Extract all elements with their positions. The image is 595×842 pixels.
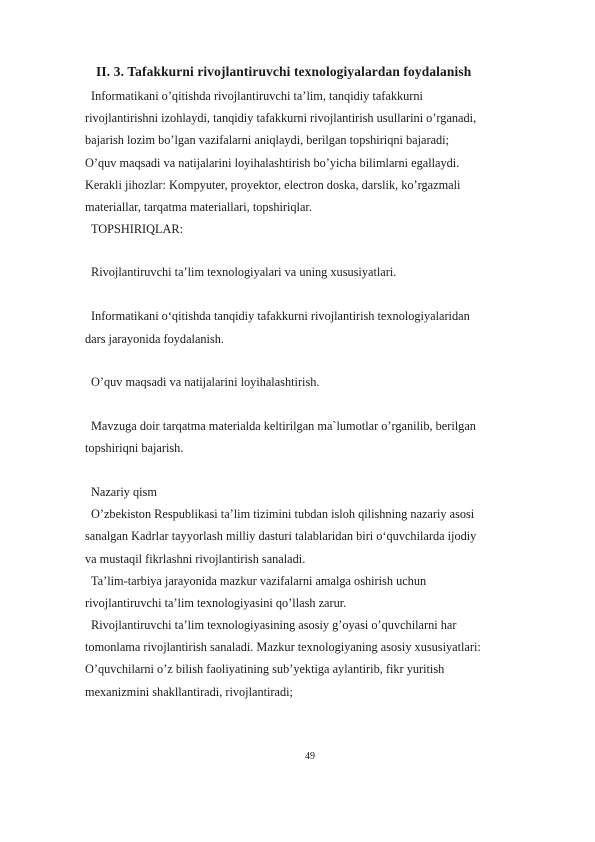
text-line: tomonlama rivojlantirish sanaladi. Mazkur texnologiyaning asosiy xususiyatlari: [85, 640, 481, 654]
text-line: Informatikani o’qitishda rivojlantiruvchi ta’lim, tanqidiy tafakkurni [91, 89, 423, 103]
task-item: Rivojlantiruvchi ta’lim texnologiyalari va uning xususiyatlari. [91, 265, 397, 279]
subsection-heading: Nazariy qism [91, 485, 157, 499]
text-line: rivojlantirishni izohlaydi, tanqidiy tafakkurni rivojlantirish usullarini o’rganadi, [85, 111, 477, 125]
text-line: dars jarayonida foydalanish. [85, 332, 224, 346]
task-item: O’quv maqsadi va natijalarini loyihalashtirish. [91, 375, 320, 389]
text-line: bajarish lozim bo’lgan vazifalarni aniqlaydi, berilgan topshiriqni bajaradi; [85, 133, 450, 147]
text-line: materiallar, tarqatma materiallari, topshiriqlar. [85, 200, 312, 214]
task-item: Mavzuga doir tarqatma materialda keltirilgan ma`lumotlar o’rganilib, berilgan [91, 419, 476, 433]
text-line: mexanizmini shakllantiradi, rivojlantiradi; [85, 685, 293, 699]
text-line: O’quv maqsadi va natijalarini loyihalashtirish bo’yicha bilimlarni egallaydi. [85, 156, 460, 170]
text-line: Kerakli jihozlar: Kompyuter, proyektor, electron doska, darslik, ko’rgazmali [85, 178, 461, 192]
text-line: Rivojlantiruvchi ta’lim texnologiyasining asosiy g’oyasi o’quvchilarni har [91, 618, 457, 632]
tasks-heading: TOPSHIRIQLAR: [91, 222, 184, 236]
task-item: Informatikani o‘qitishda tanqidiy tafakkurni rivojlantirish texnologiyalaridan [91, 309, 470, 323]
text-line: va mustaqil fikrlashni rivojlantirish sanaladi. [85, 552, 306, 566]
section-title: II. 3. Tafakkurni rivojlantiruvchi texnologiyalardan foydalanish [96, 64, 472, 79]
text-line: sanalgan Kadrlar tayyorlash milliy dasturi talablaridan biri o‘quvchilarda ijodiy [85, 529, 477, 543]
page-number: 49 [305, 751, 315, 762]
text-line: O’zbekiston Respublikasi ta’lim tizimini tubdan isloh qilishning nazariy asosi [91, 507, 475, 521]
text-line: topshiriqni bajarish. [85, 441, 184, 455]
text-line: Ta’lim-tarbiya jarayonida mazkur vazifalarni amalga oshirish uchun [91, 574, 427, 588]
text-line: O’quvchilarni o’z bilish faoliyatining sub’yektiga aylantirib, fikr yuritish [85, 662, 445, 676]
text-line: rivojlantiruvchi ta’lim texnologiyasini qo’llash zarur. [85, 596, 347, 610]
